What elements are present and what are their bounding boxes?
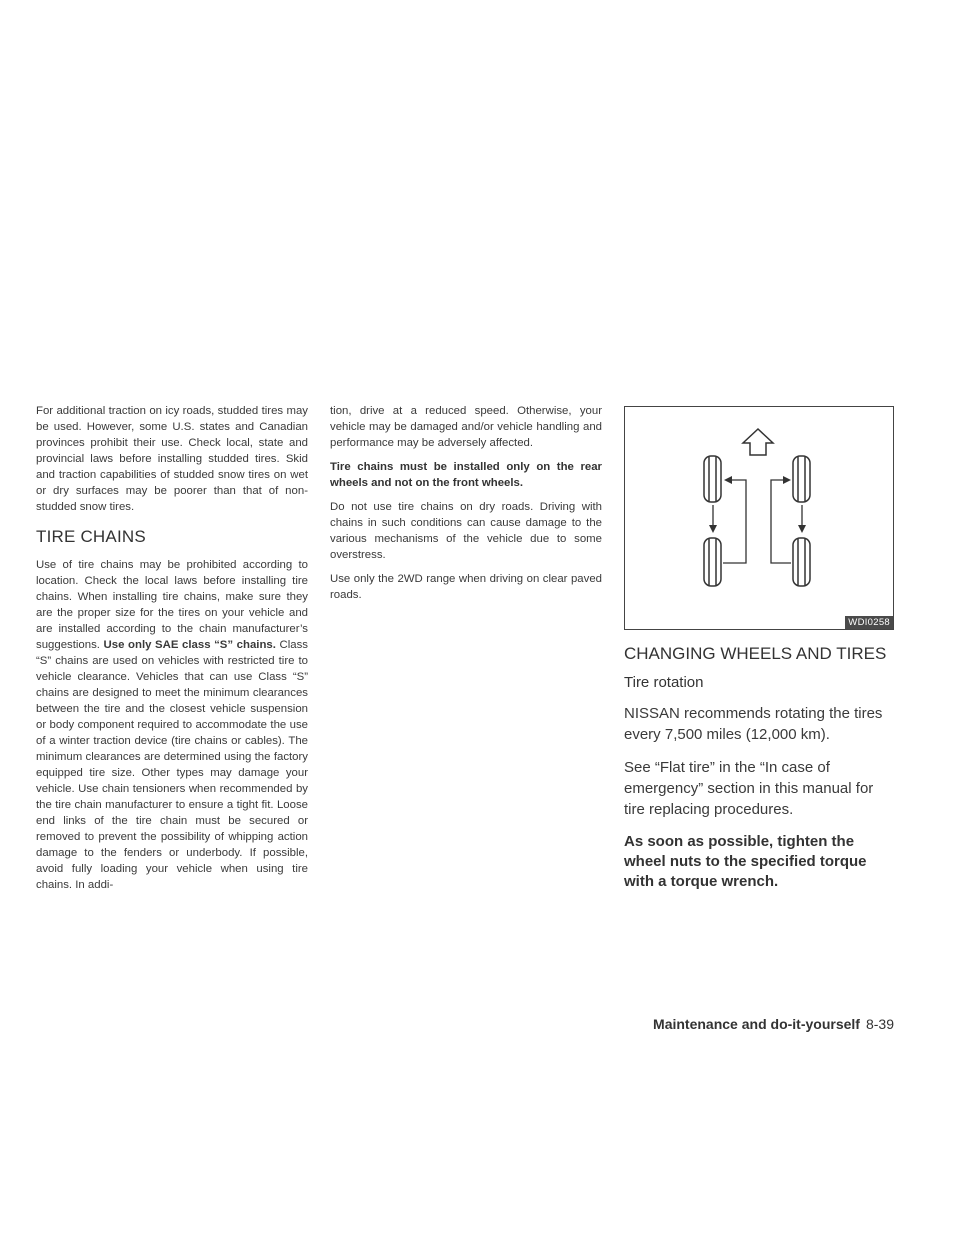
- tire-rotation-diagram: [625, 407, 895, 631]
- chains-bold-text: Use only SAE class “S” chains.: [103, 639, 276, 651]
- left-column: [36, 403, 308, 901]
- front-right-tire-icon: [793, 456, 810, 502]
- 2wd-paragraph: Use only the 2WD range when driving on clear paved roads.: [330, 573, 602, 601]
- footer-section-name: Maintenance and do-it-yourself: [653, 1016, 860, 1032]
- rotation-arrows: [713, 480, 802, 563]
- tire-chains-paragraph: [36, 557, 308, 893]
- dry-roads-paragraph: Do not use tire chains on dry roads. Driving with chains in such conditions can cause damage to the various mechanisms of the vehicle due to some overstress.: [330, 501, 602, 561]
- right-column: [624, 406, 896, 892]
- chains-text-a: Use of tire chains may be prohibited according to location. Check the local laws before installing tire chains. When installing tire chains, make sure they are the proper size for the tires on your vehicle and are installed according to the chain manufacturer’s suggestions.: [36, 559, 308, 651]
- chains-text-b: Class “S” chains are used on vehicles with restricted tire to vehicle clearance. Vehicles that can use Class “S” chains are designed to meet the minimum clearances between the tire and the closest vehicle suspension or body component required to accommodate the use of a winter traction device (tire chains or cables). The minimum clearances are determined using the factory equipped tire size. Other types may damage your vehicle. Use chain tensioners when recommended by the tire chain manufacturer to ensure a tight fit. Loose end links of the tire chain must be secured or removed to prevent the possibility of whipping action damage to the fenders or underbody. If possible, avoid fully loading your vehicle when using tire chains. In addi-: [36, 639, 308, 891]
- page-footer: [653, 1016, 894, 1032]
- page-number: 8-39: [865, 1016, 894, 1032]
- rotation-interval-paragraph: NISSAN recommends rotating the tires every 7,500 miles (12,000 km).: [624, 705, 883, 743]
- torque-warning: As soon as possible, tighten the wheel nuts to the specified torque with a torque wrench.: [624, 833, 867, 890]
- front-left-tire-icon: [704, 456, 721, 502]
- studded-tires-paragraph: For additional traction on icy roads, studded tires may be used. However, some U.S. states and Canadian provinces prohibit their use. Check local, state and provincial laws before installing studded tires. Skid and traction capabilities of studded snow tires on wet or dry surfaces may be poorer than that of non-studded snow tires.: [36, 405, 308, 513]
- tire-chains-heading: TIRE CHAINS: [36, 527, 146, 546]
- tire-rotation-subheading: Tire rotation: [624, 674, 704, 691]
- rear-wheels-warning: Tire chains must be installed only on the rear wheels and not on the front wheels.: [330, 461, 602, 489]
- middle-column: [330, 403, 602, 611]
- changing-wheels-heading: CHANGING WHEELS AND TIRES: [624, 644, 887, 663]
- rear-right-tire-icon: [793, 538, 810, 586]
- flat-tire-reference: See “Flat tire” in the “In case of emergency” section in this manual for tire replacing procedures.: [624, 759, 874, 818]
- rear-left-tire-icon: [704, 538, 721, 586]
- continued-paragraph: tion, drive at a reduced speed. Otherwise, your vehicle may be damaged and/or vehicle handling and performance may be adversely affected.: [330, 405, 602, 449]
- tire-rotation-figure: [624, 406, 894, 630]
- figure-id: WDI0258: [845, 616, 893, 629]
- forward-arrow-icon: [743, 429, 773, 455]
